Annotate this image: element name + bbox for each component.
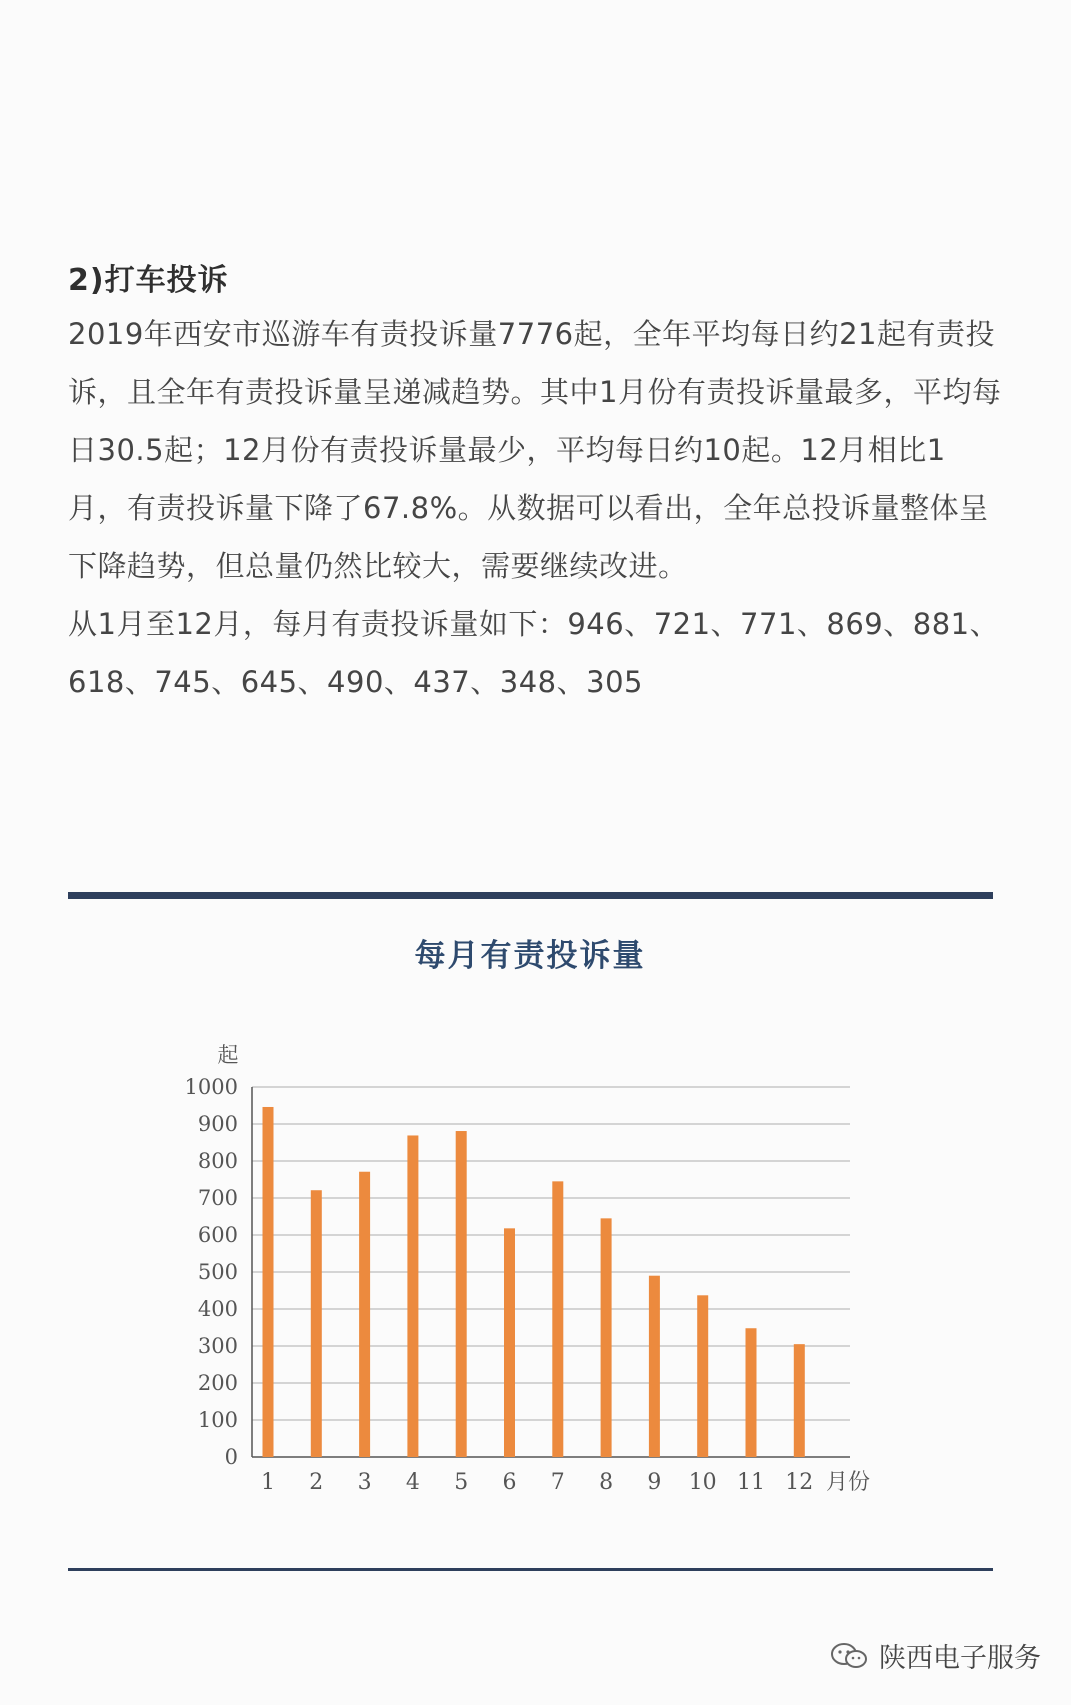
bar-month-3: [359, 1172, 370, 1457]
x-tick-label: 3: [357, 1470, 372, 1495]
x-tick-label: 4: [405, 1470, 420, 1495]
y-tick-label: 500: [197, 1260, 238, 1284]
y-tick-label: 600: [197, 1223, 238, 1247]
y-tick-label: 200: [197, 1371, 238, 1395]
watermark-text: 陕西电子服务: [879, 1643, 1041, 1674]
y-tick-label: 400: [197, 1297, 238, 1321]
bar-month-11: [746, 1328, 757, 1457]
bar-month-6: [504, 1228, 515, 1457]
chart-title: 每月有责投诉量: [414, 938, 646, 974]
x-tick-label: 5: [454, 1470, 469, 1495]
y-tick-label: 100: [197, 1408, 238, 1432]
x-tick-label: 8: [599, 1470, 614, 1495]
x-tick-label: 11: [737, 1470, 765, 1495]
x-tick-label: 6: [502, 1470, 517, 1495]
bar-month-5: [456, 1131, 467, 1457]
y-tick-label: 1000: [184, 1075, 238, 1099]
wechat-icon: [829, 1642, 869, 1670]
bar-month-7: [552, 1181, 563, 1457]
top-divider: [68, 892, 993, 899]
bar-month-1: [263, 1107, 274, 1457]
x-tick-label: 12: [785, 1470, 814, 1495]
monthly-values-paragraph: 从1月至12月，每月有责投诉量如下：946、721、771、869、881、618、745、645、490、437、348、305: [68, 607, 1000, 699]
x-tick-label: 9: [647, 1470, 662, 1495]
bottom-divider: [68, 1568, 993, 1571]
y-tick-label: 0: [224, 1445, 238, 1469]
y-tick-label: 300: [197, 1334, 238, 1358]
bar-month-4: [407, 1135, 418, 1457]
watermark: [829, 1636, 1041, 1675]
section-heading: 2)打车投诉: [68, 263, 229, 298]
bar-month-2: [311, 1190, 322, 1457]
x-tick-label: 1: [261, 1470, 275, 1495]
y-tick-label: 700: [197, 1186, 238, 1210]
bar-month-10: [697, 1295, 708, 1457]
bar-chart: [0, 1020, 1071, 1500]
x-tick-label: 10: [688, 1470, 717, 1495]
description-paragraph: 2019年西安市巡游车有责投诉量7776起，全年平均每日约21起有责投诉，且全年有责投诉量呈递减趋势。其中1月份有责投诉量最多，平均每日30.5起；12月份有责投诉量最少，平均每日约10起。12月相比1月，有责投诉量下降了67.8%。从数据可以看出，全年总投诉量整体呈下降趋势，但总量仍然比较大，需要继续改进。: [68, 317, 1002, 583]
x-tick-label: 2: [309, 1470, 324, 1495]
bar-month-9: [649, 1276, 660, 1457]
bar-month-12: [794, 1344, 805, 1457]
bar-month-8: [601, 1218, 612, 1457]
y-axis-label: 起: [217, 1043, 239, 1067]
x-tick-label: 7: [550, 1470, 565, 1495]
y-tick-label: 900: [197, 1112, 238, 1136]
x-axis-label: 月份: [825, 1470, 871, 1495]
y-tick-label: 800: [197, 1149, 238, 1173]
